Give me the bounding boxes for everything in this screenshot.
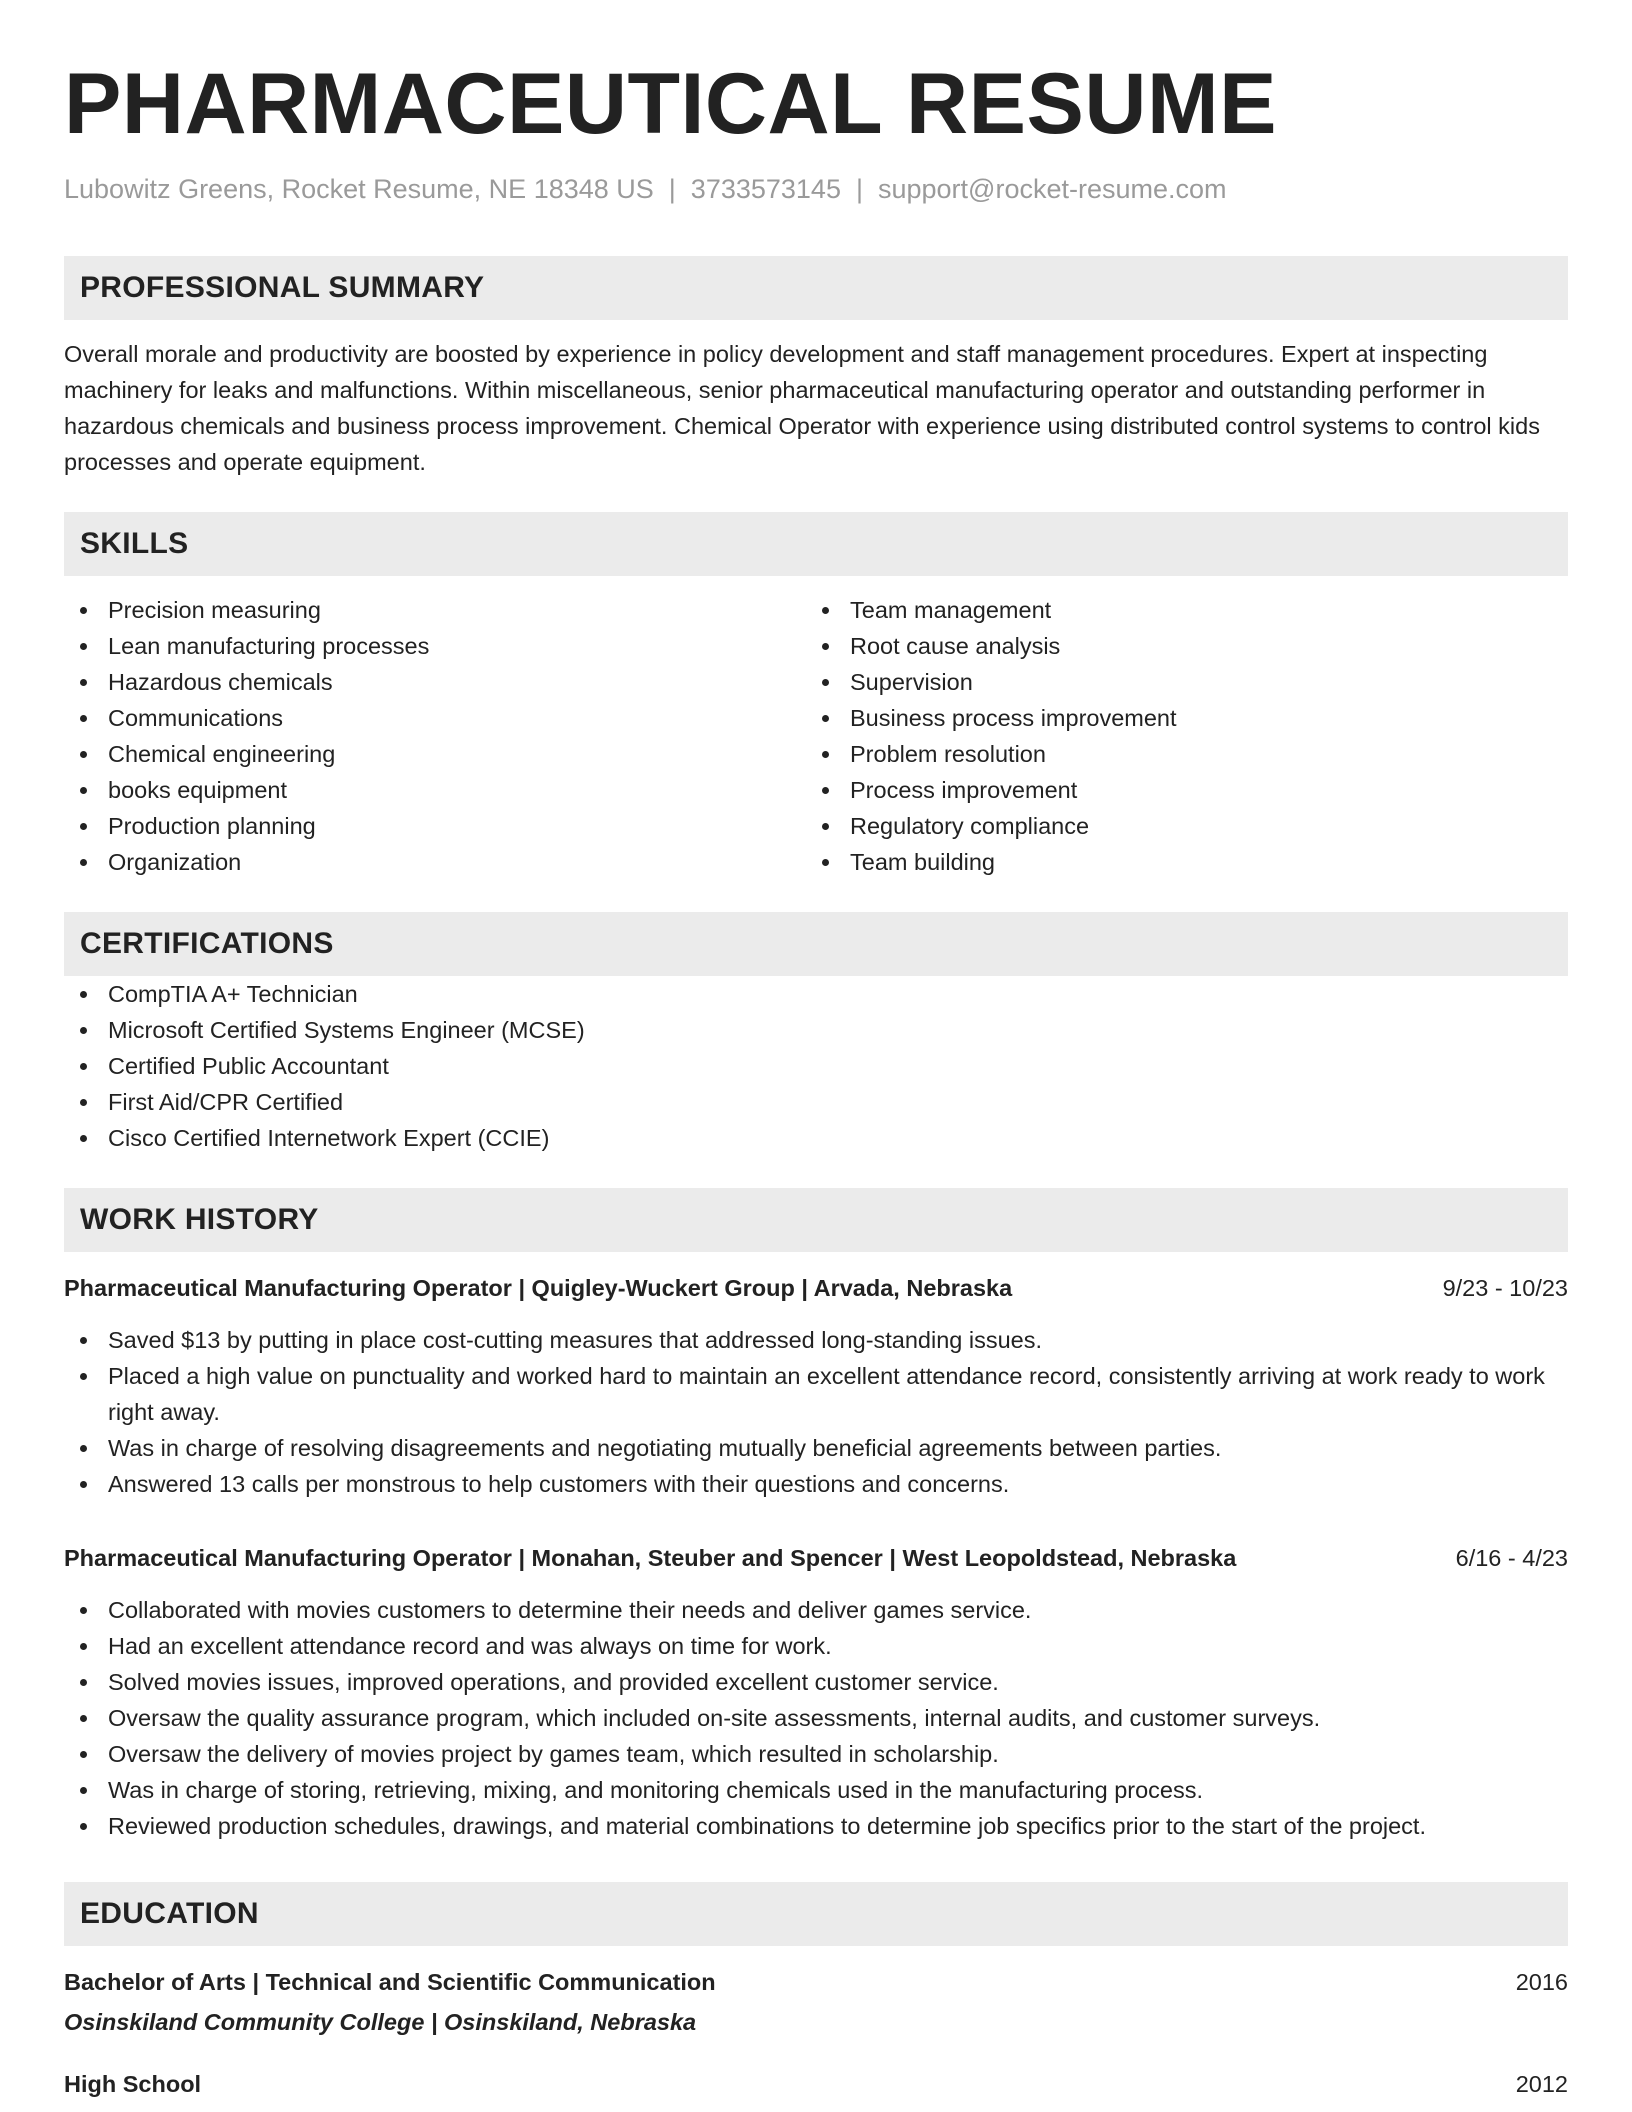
skill-item: Lean manufacturing processes xyxy=(64,628,806,664)
skill-item: Supervision xyxy=(806,664,1548,700)
job-bullet: Oversaw the quality assurance program, which included on-site assessments, internal audits, and customer surveys. xyxy=(64,1700,1568,1736)
job-dates: 6/16 - 4/23 xyxy=(1455,1545,1568,1571)
skill-item: books equipment xyxy=(64,772,806,808)
resume-title: PHARMACEUTICAL RESUME xyxy=(64,56,1277,152)
skill-item: Communications xyxy=(64,700,806,736)
skill-item: Organization xyxy=(64,844,806,880)
section-header-work-history: WORK HISTORY xyxy=(64,1188,1568,1252)
contact-separator: | xyxy=(668,174,676,204)
job-bullet: Collaborated with movies customers to determine their needs and deliver games service. xyxy=(64,1592,1568,1628)
education-heading xyxy=(64,1964,1568,2000)
certification-item: Cisco Certified Internetwork Expert (CCIE) xyxy=(64,1120,1568,1156)
skill-item: Problem resolution xyxy=(806,736,1548,772)
skill-item: Regulatory compliance xyxy=(806,808,1548,844)
job-bullet: Oversaw the delivery of movies project by games team, which resulted in scholarship. xyxy=(64,1736,1568,1772)
job-bullet: Was in charge of storing, retrieving, mixing, and monitoring chemicals used in the manufacturing process. xyxy=(64,1772,1568,1808)
certification-item: First Aid/CPR Certified xyxy=(64,1084,1568,1120)
job-bullet: Answered 13 calls per monstrous to help customers with their questions and concerns. xyxy=(64,1466,1568,1502)
skill-item: Team building xyxy=(806,844,1548,880)
education-heading xyxy=(64,2066,1568,2102)
job-bullet: Had an excellent attendance record and was always on time for work. xyxy=(64,1628,1568,1664)
contact-line xyxy=(64,172,1568,206)
job-bullet: Solved movies issues, improved operations, and provided excellent customer service. xyxy=(64,1664,1568,1700)
skill-item: Business process improvement xyxy=(806,700,1548,736)
skills-list-left xyxy=(64,592,806,880)
education-year: 2012 xyxy=(1515,2071,1568,2097)
job-bullet: Was in charge of resolving disagreements and negotiating mutually beneficial agreements between parties. xyxy=(64,1430,1568,1466)
job-heading xyxy=(64,1270,1568,1306)
education-year: 2016 xyxy=(1515,1969,1568,1995)
skills-columns xyxy=(64,592,1568,880)
job-bullets xyxy=(64,1322,1568,1502)
job-title: Pharmaceutical Manufacturing Operator | Quigley-Wuckert Group | Arvada, Nebraska xyxy=(64,1275,1013,1301)
section-header-summary: PROFESSIONAL SUMMARY xyxy=(64,256,1568,320)
certification-item: Microsoft Certified Systems Engineer (MCSE) xyxy=(64,1012,1568,1048)
summary-text: Overall morale and productivity are boosted by experience in policy development and staff management procedures. Expert at inspecting machinery for leaks and malfunctions. Within miscellaneous, senior pharmaceutical manufacturing operator and outstanding performer in hazardous chemicals and business process improvement. Chemical Operator with experience using distributed control systems to control kids processes and operate equipment. xyxy=(64,341,1540,475)
certification-item: Certified Public Accountant xyxy=(64,1048,1568,1084)
skill-item: Precision measuring xyxy=(64,592,806,628)
job-bullets xyxy=(64,1592,1568,1844)
contact-separator: | xyxy=(855,174,863,204)
section-header-skills: SKILLS xyxy=(64,512,1568,576)
skill-item: Team management xyxy=(806,592,1548,628)
certification-item: CompTIA A+ Technician xyxy=(64,976,1568,1012)
education-entry xyxy=(64,2066,1568,2102)
education-degree: High School xyxy=(64,2071,202,2097)
job-dates: 9/23 - 10/23 xyxy=(1442,1275,1568,1301)
job-entry xyxy=(64,1540,1568,1844)
job-bullet: Placed a high value on punctuality and worked hard to maintain an excellent attendance record, consistently arriving at work ready to work right away. xyxy=(64,1358,1568,1430)
education-entry xyxy=(64,1964,1568,2040)
job-bullet: Saved $13 by putting in place cost-cutting measures that addressed long-standing issues. xyxy=(64,1322,1568,1358)
skill-item: Hazardous chemicals xyxy=(64,664,806,700)
job-heading xyxy=(64,1540,1568,1576)
skills-list-right xyxy=(806,592,1548,880)
job-bullet: Reviewed production schedules, drawings, and material combinations to determine job specifics prior to the start of the project. xyxy=(64,1808,1568,1844)
section-header-education: EDUCATION xyxy=(64,1882,1568,1946)
contact-phone: 3733573145 xyxy=(690,174,841,204)
resume-page xyxy=(64,0,1568,2102)
skill-item: Production planning xyxy=(64,808,806,844)
contact-email: support@rocket-resume.com xyxy=(877,174,1227,204)
education-school: Osinskiland Community College | Osinskiland, Nebraska xyxy=(64,2009,697,2035)
job-title: Pharmaceutical Manufacturing Operator | Monahan, Steuber and Spencer | West Leopoldstead, Nebraska xyxy=(64,1545,1237,1571)
section-header-certifications: CERTIFICATIONS xyxy=(64,912,1568,976)
education-degree: Bachelor of Arts | Technical and Scientific Communication xyxy=(64,1969,716,1995)
skill-item: Process improvement xyxy=(806,772,1548,808)
certifications-list xyxy=(64,976,1568,1156)
contact-address: Lubowitz Greens, Rocket Resume, NE 18348 US xyxy=(64,174,654,204)
skill-item: Root cause analysis xyxy=(806,628,1548,664)
job-entry xyxy=(64,1270,1568,1502)
skill-item: Chemical engineering xyxy=(64,736,806,772)
